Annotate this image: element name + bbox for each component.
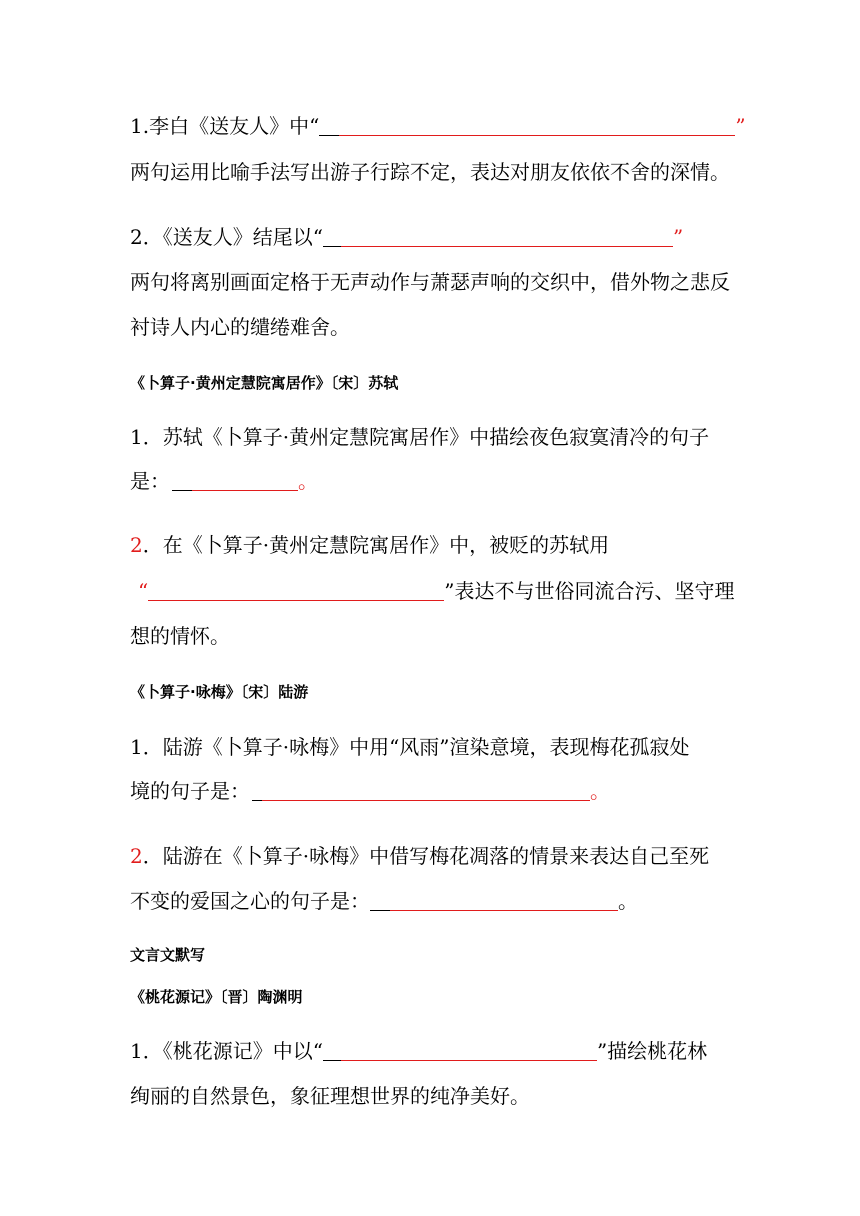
answer-blank[interactable] [323, 224, 673, 244]
question-taohuayuan-1-line2: 绚丽的自然景色，象征理想世界的纯净美好。 [130, 1084, 530, 1108]
section-heading-taohuayuanji: 《桃花源记》〔晋〕陶渊明 [130, 988, 303, 1006]
question-yongmei-1-line1: 1．陆游《卜算子·咏梅》中用“风雨”渲染意境，表现梅花孤寂处 [130, 735, 690, 759]
question-songyouren-1 [130, 112, 746, 140]
question-songyouren-2-line2: 两句将离别画面定格于无声动作与萧瑟声响的交织中，借外物之悲反 [130, 270, 730, 294]
question-songyouren-1-line2: 两句运用比喻手法写出游子行踪不定，表达对朋友依依不舍的深情。 [130, 160, 730, 184]
question-text: 不变的爱国之心的句子是： [130, 889, 370, 913]
closing-quote: ” [735, 114, 746, 138]
answer-blank[interactable] [319, 113, 735, 133]
answer-blank[interactable] [252, 778, 590, 798]
question-huangzhou-2-line3: 想的情怀。 [130, 624, 230, 648]
question-huangzhou-1-line2 [130, 467, 318, 495]
question-text: ．在《卜算子·黄州定慧院寓居作》中，被贬的苏轼用 [142, 533, 610, 557]
answer-blank[interactable] [370, 888, 618, 908]
question-songyouren-2-line3: 衬诗人内心的缱绻难舍。 [130, 315, 350, 339]
question-taohuayuan-1 [130, 1037, 707, 1065]
question-text: 1.李白《送友人》中“ [130, 114, 320, 138]
question-yongmei-1-line2 [130, 777, 610, 805]
question-number: 2 [130, 533, 143, 557]
question-huangzhou-1-line1: 1．苏轼《卜算子·黄州定慧院寓居作》中描绘夜色寂寞清冷的句子 [130, 425, 710, 449]
period: 。 [590, 779, 610, 803]
question-text: 1．《桃花源记》中以“ [130, 1039, 323, 1063]
question-huangzhou-2-line2 [138, 577, 734, 605]
question-text: 2．《送友人》结尾以“ [130, 225, 323, 249]
section-heading-classical: 文言文默写 [130, 946, 206, 964]
question-text: ．陆游在《卜算子·咏梅》中借写梅花凋落的情景来表达自己至死 [142, 844, 710, 868]
question-text: 是： [130, 469, 170, 493]
question-huangzhou-2-line1 [130, 531, 609, 559]
answer-blank[interactable] [148, 578, 444, 598]
question-yongmei-2-line1 [130, 842, 709, 870]
period: 。 [298, 469, 318, 493]
period: 。 [618, 889, 638, 913]
question-yongmei-2-line2 [130, 887, 638, 915]
answer-blank[interactable] [323, 1038, 597, 1058]
question-text: 境的句子是： [130, 779, 250, 803]
question-songyouren-2 [130, 223, 683, 251]
section-heading-huangzhou: 《卜算子·黄州定慧院寓居作》〔宋〕苏轼 [130, 374, 399, 392]
answer-blank[interactable] [172, 468, 298, 488]
closing-quote: ” [672, 225, 684, 249]
question-text: ”描绘桃花林 [596, 1039, 708, 1063]
question-text: ”表达不与世俗同流合污、坚守理 [444, 579, 735, 603]
question-number: 2 [130, 844, 143, 868]
section-heading-yongmei: 《卜算子·咏梅》〔宋〕陆游 [130, 683, 309, 701]
opening-quote: “ [138, 579, 149, 603]
